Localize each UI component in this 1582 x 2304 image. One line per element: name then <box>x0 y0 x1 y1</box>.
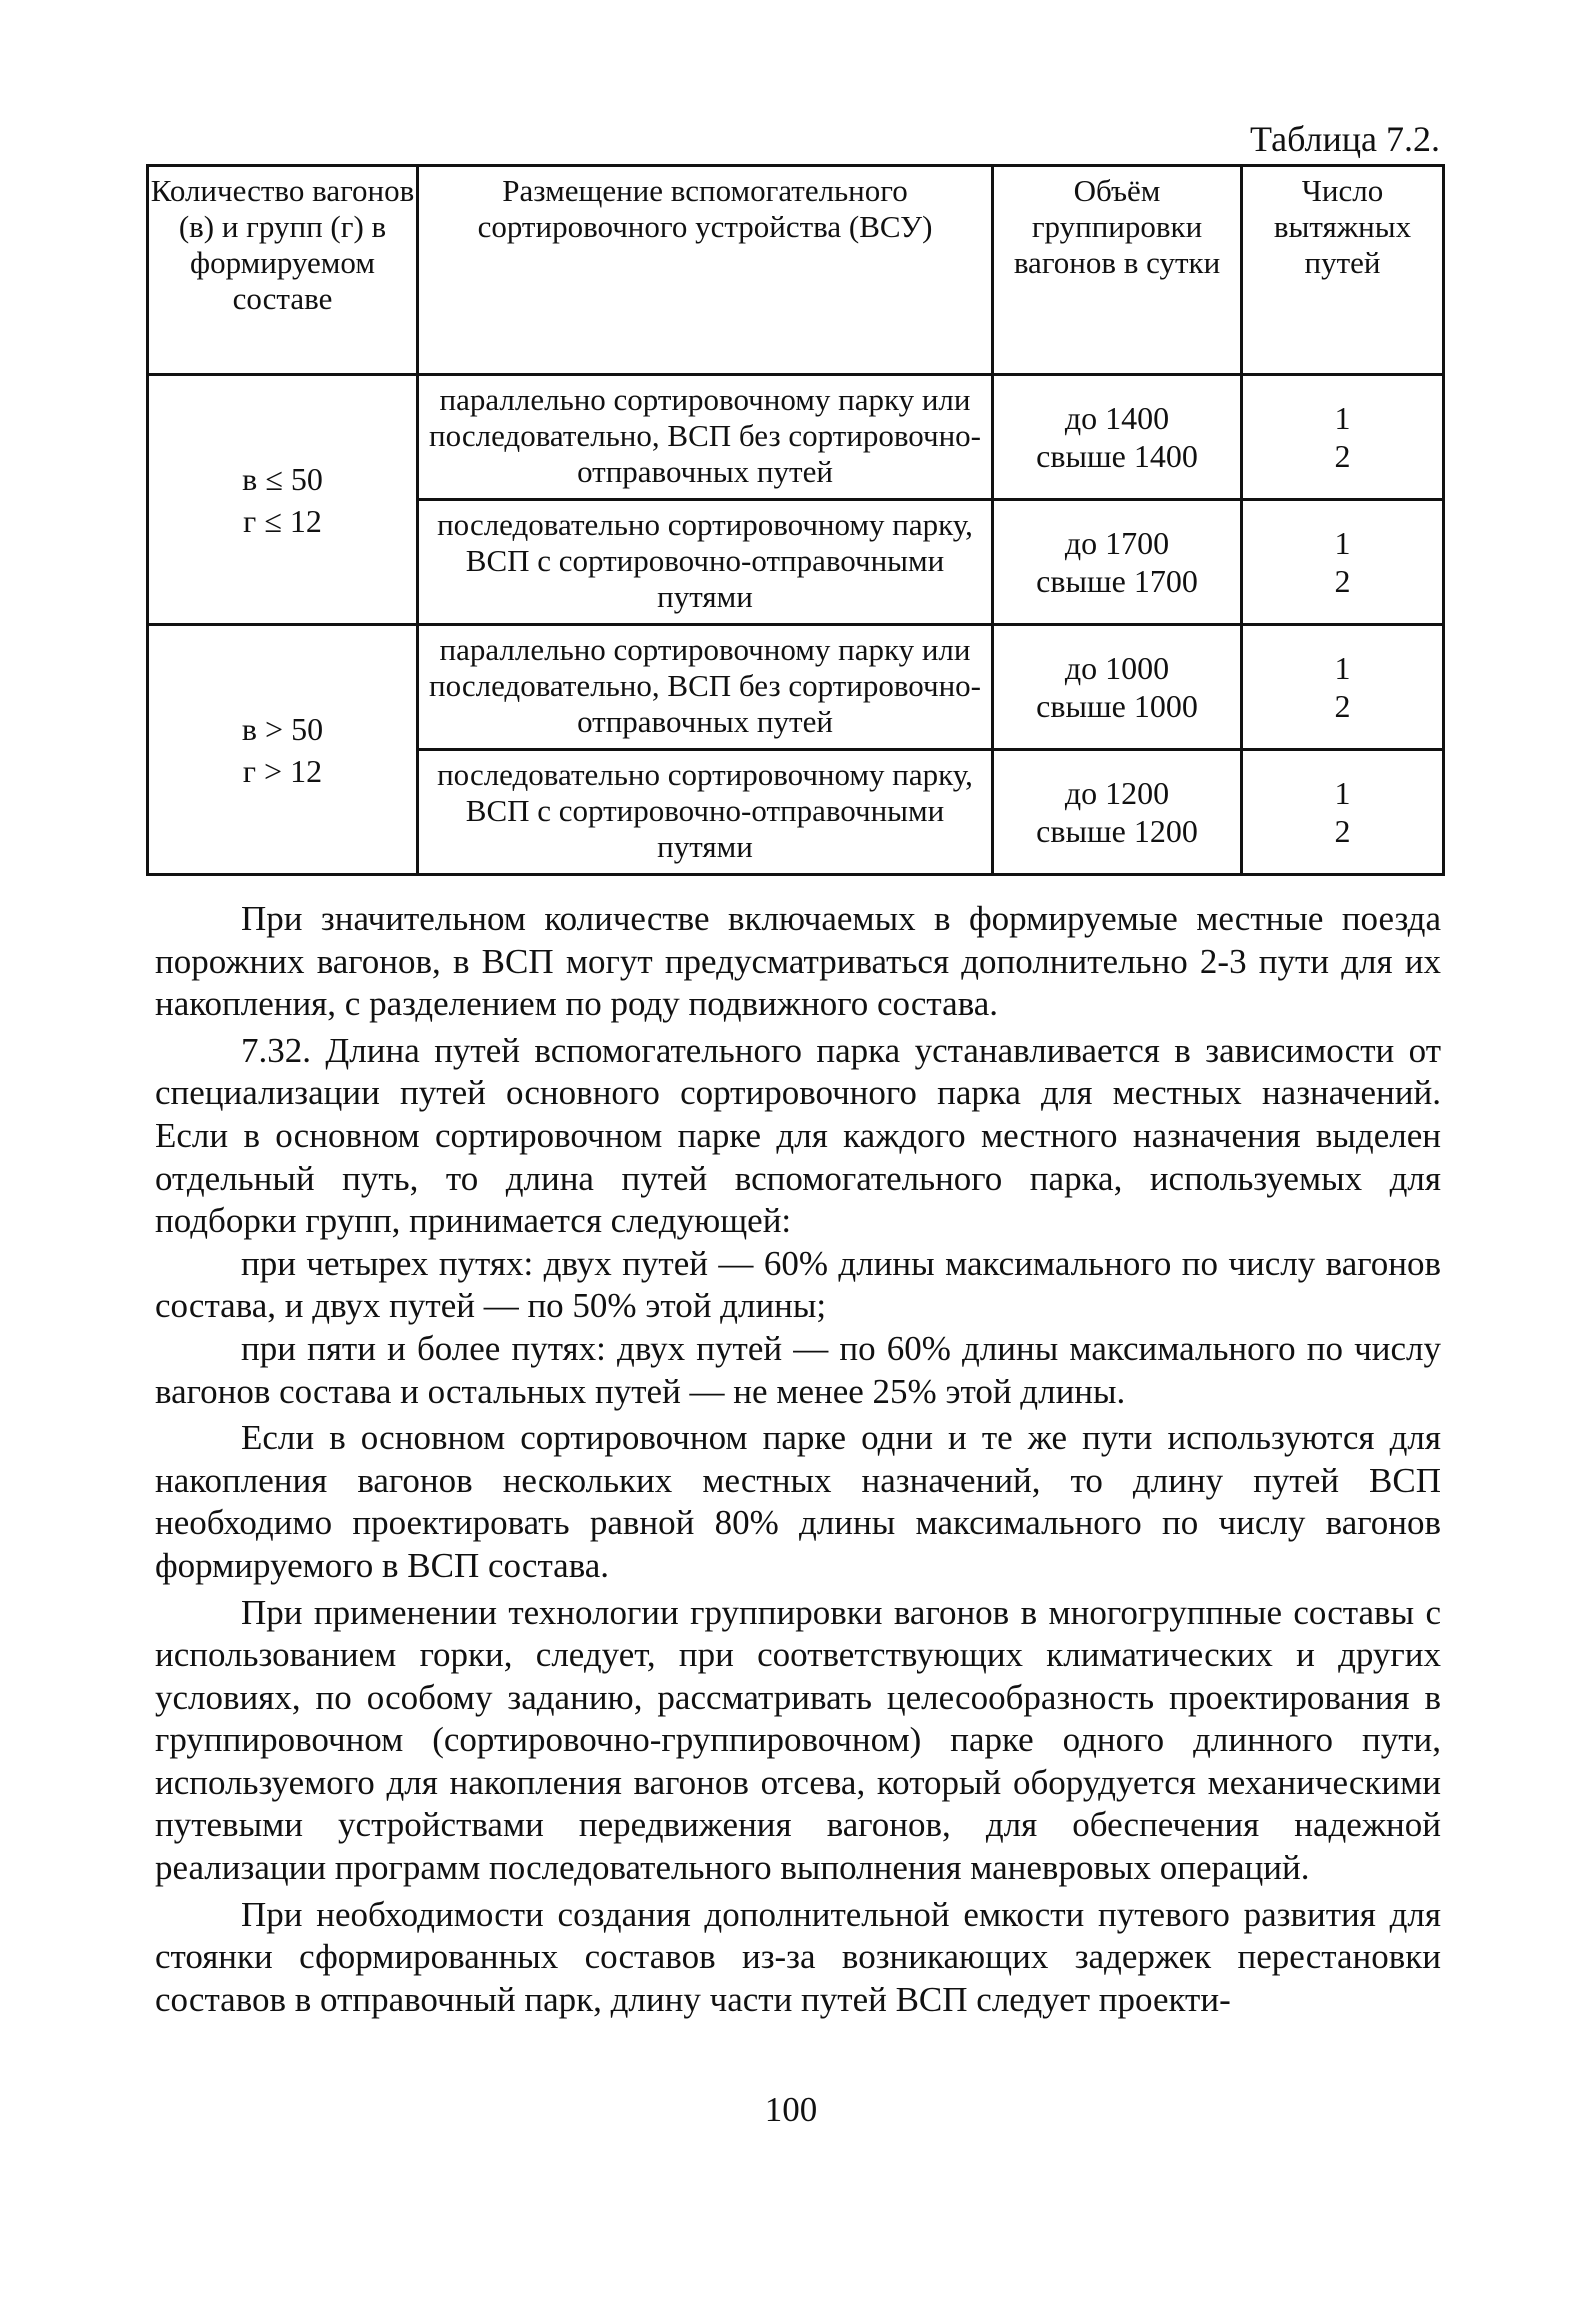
volume-low: до 1200 <box>1064 775 1170 811</box>
volume-high: свыше 1000 <box>1036 688 1198 724</box>
condition-cell <box>148 625 418 875</box>
volume-cell <box>993 750 1242 875</box>
tracks-low: 1 <box>1334 525 1351 561</box>
header-volume: Объём группировки вагонов в сутки <box>993 166 1242 375</box>
body-text <box>155 898 1441 2021</box>
condition-wagons: в ≤ 50 <box>242 460 323 497</box>
paragraph: При необходимости создания дополнительной емкости путевого развития для стоянки сформированных составов из-за возникающих задержек перестановки составов в отправочный парк, длину части путей ВСП следует проекти- <box>155 1894 1441 2019</box>
table-row <box>148 375 1444 500</box>
tracks-high: 2 <box>1334 438 1351 474</box>
placement-cell: последовательно сортировочному парку, ВСП с сортировочно-отправочными путями <box>418 750 993 875</box>
volume-cell <box>993 500 1242 625</box>
tracks-cell <box>1242 625 1444 750</box>
header-tracks: Число вытяжных путей <box>1242 166 1444 375</box>
condition-groups: г > 12 <box>242 752 323 789</box>
volume-high: свыше 1400 <box>1036 438 1198 474</box>
table-row <box>148 625 1444 750</box>
header-wagons-groups: Количество вагонов (в) и групп (г) в формируемом составе <box>148 166 418 375</box>
tracks-low: 1 <box>1334 400 1351 436</box>
tracks-low: 1 <box>1334 650 1351 686</box>
condition-wagons: в > 50 <box>241 710 324 747</box>
tracks-cell <box>1242 750 1444 875</box>
volume-high: свыше 1700 <box>1036 563 1198 599</box>
volume-cell <box>993 625 1242 750</box>
tracks-cell <box>1242 500 1444 625</box>
placement-cell: параллельно сортировочному парку или последовательно, ВСП без сортировочно-отправочных путей <box>418 375 993 500</box>
condition-groups: г ≤ 12 <box>243 502 322 539</box>
tracks-cell <box>1242 375 1444 500</box>
placement-cell: последовательно сортировочному парку, ВСП с сортировочно-отправочными путями <box>418 500 993 625</box>
tracks-high: 2 <box>1334 688 1351 724</box>
volume-low: до 1000 <box>1064 650 1170 686</box>
paragraph: При значительном количестве включаемых в формируемые местные поезда порожних вагонов, в ВСП могут предусматриваться дополнительно 2-3 пути для их накопления, с разделением по роду подвижного состава. <box>155 899 1441 1024</box>
volume-cell <box>993 375 1242 500</box>
tracks-high: 2 <box>1334 563 1351 599</box>
volume-low: до 1400 <box>1064 400 1170 436</box>
tracks-high: 2 <box>1334 813 1351 849</box>
condition-cell <box>148 375 418 625</box>
paragraph: 7.32. Длина путей вспомогательного парка устанавливается в зависимости от специализации путей основного сортировочного парка для местных назначений. Если в основном сортировочном парке для каждого местного назначения выделен отдельный путь, то длина путей вспомогательного парка, используемых для подборки групп, принимается следующей: <box>155 1030 1441 1241</box>
table-header-row <box>148 166 1444 375</box>
page-number: 100 <box>764 2090 818 2129</box>
paragraph: Если в основном сортировочном парке одни и те же пути используются для накопления вагонов нескольких местных назначений, то длину путей ВСП необходимо проектировать равной 80% длины максимального по числу вагонов формируемого в ВСП состава. <box>155 1418 1441 1585</box>
paragraph: При применении технологии группировки вагонов в многогруппные составы с использованием горки, следует, при соответствующих климатических и других условиях, по особому заданию, рассматривать целесообразность проектирования в группировочном (сортировочно-группировочном) парке одного длинного пути, используемого для накопления вагонов отсева, который оборудуется механическими путевыми устройствами передвижения вагонов, для обеспечения надежной реализации программ последовательного выполнения маневровых операций. <box>155 1592 1441 1888</box>
paragraph: при пяти и более путях: двух путей — по 60% длины максимального по числу вагонов состава и остальных путей — не менее 25% этой длины. <box>155 1328 1441 1411</box>
tracks-low: 1 <box>1334 775 1351 811</box>
volume-low: до 1700 <box>1064 525 1170 561</box>
volume-high: свыше 1200 <box>1036 813 1198 849</box>
placement-cell: параллельно сортировочному парку или последовательно, ВСП без сортировочно-отправочных путей <box>418 625 993 750</box>
table-caption: Таблица 7.2. <box>1250 119 1440 159</box>
header-placement: Размещение вспомогательного сортировочного устройства (ВСУ) <box>418 166 993 375</box>
paragraph: при четырех путях: двух путей — 60% длины максимального по числу вагонов состава, и двух путей — по 50% этой длины; <box>155 1243 1441 1326</box>
table-7-2 <box>146 164 1445 876</box>
